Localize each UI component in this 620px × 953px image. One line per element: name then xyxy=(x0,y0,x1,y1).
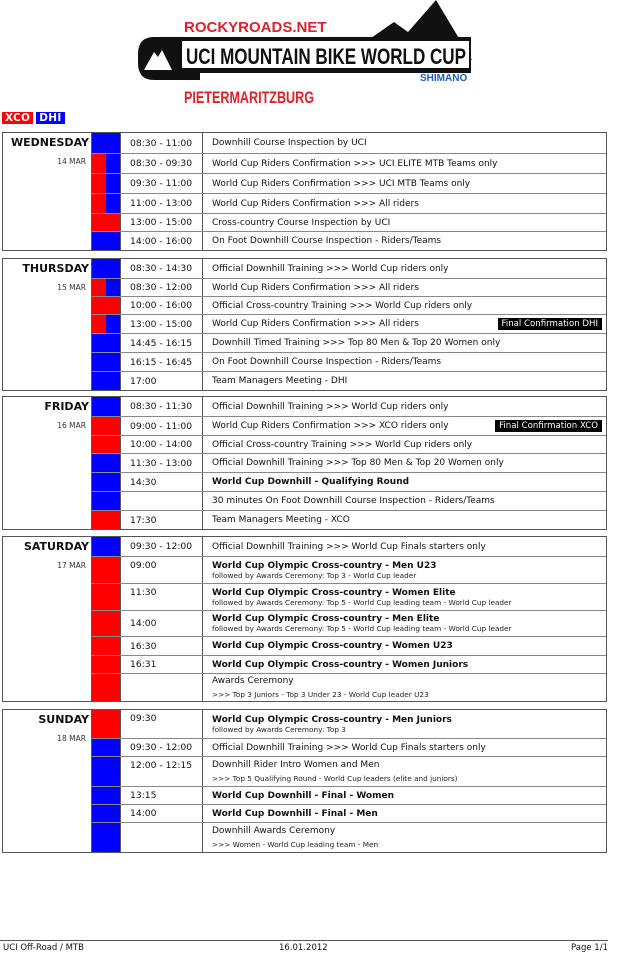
day-name: THURSDAY xyxy=(22,262,89,275)
event-description xyxy=(203,492,606,510)
event-description xyxy=(203,674,606,701)
event-title: World Cup Olympic Cross-country - Men Juniors xyxy=(212,714,452,725)
discipline-xco-marker xyxy=(92,710,120,738)
discipline-dhi-marker xyxy=(92,334,120,352)
day-name: SUNDAY xyxy=(38,713,89,726)
logo-graphic xyxy=(136,0,476,108)
day-date: 16 MAR xyxy=(57,421,86,430)
discipline-indicator xyxy=(91,133,121,153)
discipline-indicator xyxy=(91,739,121,756)
event-title: Official Downhill Training >>> Top 80 Men & Top 20 Women only xyxy=(212,458,504,468)
event-description xyxy=(203,805,606,822)
event-description xyxy=(203,417,606,435)
event-title: Awards Ceremony xyxy=(212,676,294,686)
discipline-indicator xyxy=(91,315,121,333)
event-title: Downhill Awards Ceremony xyxy=(212,826,336,836)
discipline-indicator xyxy=(91,674,121,701)
event-subtitle: >>> Women - World Cup leading team - Men xyxy=(212,840,379,849)
event-subtitle: followed by Awards Ceremony: Top 5 - World Cup leading team - World Cup leader xyxy=(212,597,512,607)
schedule-row xyxy=(91,213,606,231)
event-time: 08:30 - 11:30 xyxy=(121,397,203,416)
discipline-xco-marker xyxy=(92,214,120,231)
schedule-row xyxy=(91,193,606,213)
schedule-row xyxy=(91,296,606,314)
discipline-dhi-marker xyxy=(92,372,120,390)
discipline-indicator xyxy=(91,397,121,416)
discipline-indicator xyxy=(91,557,121,583)
discipline-dhi-marker xyxy=(106,154,120,173)
discipline-dhi-marker xyxy=(92,757,120,786)
discipline-xco-marker xyxy=(92,297,120,314)
discipline-indicator xyxy=(91,174,121,193)
event-time: 16:31 xyxy=(121,656,203,673)
schedule-row xyxy=(91,636,606,655)
event-title: World Cup Riders Confirmation >>> All riders xyxy=(212,319,419,329)
event-time: 10:00 - 14:00 xyxy=(121,436,203,453)
event-title: Official Downhill Training >>> World Cup Finals starters only xyxy=(212,541,486,552)
event-description xyxy=(203,259,606,278)
discipline-indicator xyxy=(91,232,121,250)
schedule-row xyxy=(91,738,606,756)
schedule-row xyxy=(91,655,606,673)
discipline-dhi-marker xyxy=(92,232,120,250)
schedule-row xyxy=(91,491,606,510)
event-description xyxy=(203,154,606,173)
schedule-row xyxy=(91,710,606,738)
discipline-indicator xyxy=(91,757,121,786)
discipline-indicator xyxy=(91,537,121,556)
legend-xco: XCO xyxy=(2,112,33,124)
event-description xyxy=(203,710,606,738)
event-description xyxy=(203,174,606,193)
event-time: 13:00 - 15:00 xyxy=(121,315,203,333)
discipline-indicator xyxy=(91,656,121,673)
schedule-row xyxy=(91,231,606,250)
schedule-row xyxy=(91,453,606,472)
day-block-wednesday xyxy=(2,132,607,251)
discipline-indicator xyxy=(91,584,121,610)
discipline-indicator xyxy=(91,214,121,231)
event-time: 13:00 - 15:00 xyxy=(121,214,203,231)
event-subtitle: >>> Top 3 Juniors - Top 3 Under 23 - World Cup leader U23 xyxy=(212,690,429,699)
day-date: 14 MAR xyxy=(57,157,86,166)
event-description xyxy=(203,372,606,390)
discipline-dhi-marker xyxy=(92,397,120,416)
event-time: 08:30 - 14:30 xyxy=(121,259,203,278)
discipline-dhi-marker xyxy=(92,473,120,491)
discipline-dhi-marker xyxy=(92,259,120,278)
discipline-indicator xyxy=(91,194,121,213)
event-description xyxy=(203,656,606,673)
event-title: Cross-country Course Inspection by UCI xyxy=(212,217,391,228)
logo-title: UCI MOUNTAIN BIKE WORLD CUP xyxy=(186,44,466,69)
schedule-row xyxy=(91,133,606,153)
discipline-dhi-marker xyxy=(92,492,120,510)
event-description xyxy=(203,611,606,636)
event-subtitle: >>> Top 5 Qualifying Round - World Cup leaders (elite and juniors) xyxy=(212,774,458,783)
schedule-row xyxy=(91,610,606,636)
legend-dhi: DHI xyxy=(36,112,64,124)
event-title: World Cup Olympic Cross-country - Women Juniors xyxy=(212,659,469,670)
discipline-dhi-marker xyxy=(92,787,120,804)
event-logo xyxy=(136,0,476,108)
event-description xyxy=(203,823,606,852)
discipline-indicator xyxy=(91,637,121,655)
event-time: 11:30 xyxy=(121,584,203,610)
schedule-row xyxy=(91,371,606,390)
day-name: SATURDAY xyxy=(23,540,89,553)
discipline-dhi-marker xyxy=(106,174,120,193)
discipline-indicator xyxy=(91,823,121,852)
day-name: WEDNESDAY xyxy=(11,136,89,149)
event-description xyxy=(203,584,606,610)
event-title: Team Managers Meeting - DHI xyxy=(212,376,348,386)
event-time: 14:00 - 16:00 xyxy=(121,232,203,250)
discipline-dhi-marker xyxy=(92,739,120,756)
event-title: World Cup Olympic Cross-country - Women U23 xyxy=(212,641,453,651)
event-description xyxy=(203,232,606,250)
footer-org: UCI Off-Road / MTB xyxy=(3,943,84,953)
event-title: World Cup Downhill - Final - Women xyxy=(212,790,394,801)
schedule-row xyxy=(91,822,606,852)
event-title: On Foot Downhill Course Inspection - Riders/Teams xyxy=(212,357,442,367)
discipline-dhi-marker xyxy=(106,315,120,333)
event-title: World Cup Riders Confirmation >>> UCI ELITE MTB Teams only xyxy=(212,158,498,169)
event-subtitle: followed by Awards Ceremony: Top 3 xyxy=(212,724,346,734)
discipline-indicator xyxy=(91,492,121,510)
schedule-row xyxy=(91,435,606,453)
day-block-sunday xyxy=(2,709,607,853)
discipline-dhi-marker xyxy=(106,279,120,296)
schedule-row xyxy=(91,510,606,529)
discipline-indicator xyxy=(91,297,121,314)
event-time: 17:30 xyxy=(121,511,203,529)
discipline-indicator xyxy=(91,417,121,435)
event-description xyxy=(203,637,606,655)
event-description xyxy=(203,473,606,491)
schedule-row xyxy=(91,673,606,701)
event-title: Team Managers Meeting - XCO xyxy=(212,515,350,525)
event-time: 13:15 xyxy=(121,787,203,804)
event-time: 14:45 - 16:15 xyxy=(121,334,203,352)
discipline-dhi-marker xyxy=(92,537,120,556)
event-time: 11:00 - 13:00 xyxy=(121,194,203,213)
event-title: World Cup Olympic Cross-country - Men U23 xyxy=(212,560,437,571)
schedule-row xyxy=(91,153,606,173)
event-title: Downhill Timed Training >>> Top 80 Men & Top 20 Women only xyxy=(212,338,501,348)
schedule-row xyxy=(91,786,606,804)
discipline-xco-marker xyxy=(92,511,120,529)
event-description xyxy=(203,557,606,583)
discipline-indicator xyxy=(91,372,121,390)
footer-page: Page 1/1 xyxy=(571,943,608,953)
schedule-row xyxy=(91,173,606,193)
discipline-xco-marker xyxy=(92,674,120,701)
event-title: Official Cross-country Training >>> World Cup riders only xyxy=(212,300,473,311)
presenter-name: SHIMANO xyxy=(420,73,468,84)
event-subtitle: followed by Awards Ceremony: Top 5 - World Cup leading team - World Cup leader xyxy=(212,624,512,633)
schedule-row xyxy=(91,583,606,610)
event-description xyxy=(203,436,606,453)
discipline-indicator xyxy=(91,454,121,472)
event-time: 16:15 - 16:45 xyxy=(121,353,203,371)
discipline-dhi-marker xyxy=(92,454,120,472)
event-title: World Cup Riders Confirmation >>> All riders xyxy=(212,198,419,209)
discipline-xco-marker xyxy=(92,417,120,435)
event-description xyxy=(203,297,606,314)
day-date: 17 MAR xyxy=(57,561,86,570)
event-description xyxy=(203,194,606,213)
schedule-row xyxy=(91,333,606,352)
discipline-dhi-marker xyxy=(92,353,120,371)
event-time: 09:30 - 12:00 xyxy=(121,739,203,756)
event-time: 09:30 - 11:00 xyxy=(121,174,203,193)
discipline-xco-marker xyxy=(92,584,120,610)
schedule-row xyxy=(91,756,606,786)
event-description xyxy=(203,353,606,371)
discipline-dhi-marker xyxy=(92,805,120,822)
discipline-dhi-marker xyxy=(92,133,120,153)
event-time xyxy=(121,492,203,510)
event-title: World Cup Olympic Cross-country - Women Elite xyxy=(212,587,456,598)
event-time: 16:30 xyxy=(121,637,203,655)
schedule-row xyxy=(91,397,606,416)
discipline-legend xyxy=(2,112,65,124)
discipline-indicator xyxy=(91,473,121,491)
discipline-indicator xyxy=(91,259,121,278)
event-time: 09:00 - 11:00 xyxy=(121,417,203,435)
event-time: 09:00 xyxy=(121,557,203,583)
event-title: World Cup Riders Confirmation >>> All riders xyxy=(212,282,419,293)
schedule-row xyxy=(91,259,606,278)
presented-by: PRESENTED BY xyxy=(368,75,423,82)
event-title: World Cup Downhill - Qualifying Round xyxy=(212,477,410,487)
discipline-xco-marker xyxy=(92,611,120,636)
event-title: World Cup Riders Confirmation >>> UCI MTB Teams only xyxy=(212,178,471,189)
discipline-indicator xyxy=(91,154,121,173)
event-time: 17:00 xyxy=(121,372,203,390)
schedule-row xyxy=(91,416,606,435)
event-description xyxy=(203,279,606,296)
event-title: On Foot Downhill Course Inspection - Riders/Teams xyxy=(212,236,442,246)
schedule-row xyxy=(91,314,606,333)
event-description xyxy=(203,454,606,472)
schedule-row xyxy=(91,352,606,371)
discipline-indicator xyxy=(91,279,121,296)
discipline-dhi-marker xyxy=(106,194,120,213)
day-name: FRIDAY xyxy=(44,400,89,413)
final-confirmation-badge: Final Confirmation XCO xyxy=(495,420,602,432)
event-description xyxy=(203,214,606,231)
event-description xyxy=(203,739,606,756)
event-title: World Cup Riders Confirmation >>> XCO riders only xyxy=(212,421,449,431)
event-time: 11:30 - 13:00 xyxy=(121,454,203,472)
day-date: 18 MAR xyxy=(57,734,86,743)
event-title: World Cup Downhill - Final - Men xyxy=(212,808,378,819)
discipline-xco-marker xyxy=(92,315,106,333)
event-subtitle: followed by Awards Ceremony: Top 3 - World Cup leader xyxy=(212,570,417,580)
discipline-xco-marker xyxy=(92,557,120,583)
day-block-saturday xyxy=(2,536,607,702)
footer-divider xyxy=(0,940,608,941)
event-time xyxy=(121,823,203,852)
event-title: Downhill Course Inspection by UCI xyxy=(212,138,367,148)
discipline-indicator xyxy=(91,436,121,453)
event-title: Downhill Rider Intro Women and Men xyxy=(212,760,380,770)
event-description xyxy=(203,315,606,333)
sponsor-line: ROCKYROADS.NET xyxy=(184,19,327,36)
discipline-xco-marker xyxy=(92,436,120,453)
discipline-indicator xyxy=(91,353,121,371)
event-time: 14:00 xyxy=(121,805,203,822)
day-block-thursday xyxy=(2,258,607,391)
event-time: 10:00 - 16:00 xyxy=(121,297,203,314)
discipline-indicator xyxy=(91,710,121,738)
event-description xyxy=(203,334,606,352)
event-title: 30 minutes On Foot Downhill Course Inspection - Riders/Teams xyxy=(212,496,495,506)
day-block-friday xyxy=(2,396,607,530)
schedule-row xyxy=(91,556,606,583)
discipline-indicator xyxy=(91,611,121,636)
event-time: 08:30 - 11:00 xyxy=(121,133,203,153)
discipline-xco-marker xyxy=(92,154,106,173)
discipline-xco-marker xyxy=(92,279,106,296)
discipline-xco-marker xyxy=(92,174,106,193)
event-description xyxy=(203,757,606,786)
event-title: Official Downhill Training >>> World Cup riders only xyxy=(212,401,449,412)
event-title: World Cup Olympic Cross-country - Men Elite xyxy=(212,614,440,624)
event-time: 14:30 xyxy=(121,473,203,491)
discipline-xco-marker xyxy=(92,194,106,213)
discipline-indicator xyxy=(91,805,121,822)
footer-date: 16.01.2012 xyxy=(279,943,328,953)
discipline-indicator xyxy=(91,511,121,529)
event-title: Official Downhill Training >>> World Cup Finals starters only xyxy=(212,742,486,753)
event-time: 09:30 xyxy=(121,710,203,738)
schedule-row xyxy=(91,804,606,822)
event-description xyxy=(203,397,606,416)
event-time: 08:30 - 09:30 xyxy=(121,154,203,173)
event-description xyxy=(203,537,606,556)
venue-name: PIETERMARITZBURG xyxy=(184,88,314,107)
event-title: Official Downhill Training >>> World Cup riders only xyxy=(212,263,449,274)
final-confirmation-badge: Final Confirmation DHI xyxy=(498,318,602,330)
event-time xyxy=(121,674,203,701)
schedule-row xyxy=(91,472,606,491)
discipline-indicator xyxy=(91,787,121,804)
discipline-indicator xyxy=(91,334,121,352)
event-time: 08:30 - 12:00 xyxy=(121,279,203,296)
event-description xyxy=(203,787,606,804)
schedule-row xyxy=(91,537,606,556)
discipline-xco-marker xyxy=(92,656,120,673)
discipline-dhi-marker xyxy=(92,823,120,852)
event-time: 14:00 xyxy=(121,611,203,636)
day-date: 15 MAR xyxy=(57,283,86,292)
event-time: 09:30 - 12:00 xyxy=(121,537,203,556)
event-description xyxy=(203,133,606,153)
event-description xyxy=(203,511,606,529)
event-time: 12:00 - 12:15 xyxy=(121,757,203,786)
schedule-row xyxy=(91,278,606,296)
event-title: Official Cross-country Training >>> World Cup riders only xyxy=(212,439,473,450)
discipline-xco-marker xyxy=(92,637,120,655)
